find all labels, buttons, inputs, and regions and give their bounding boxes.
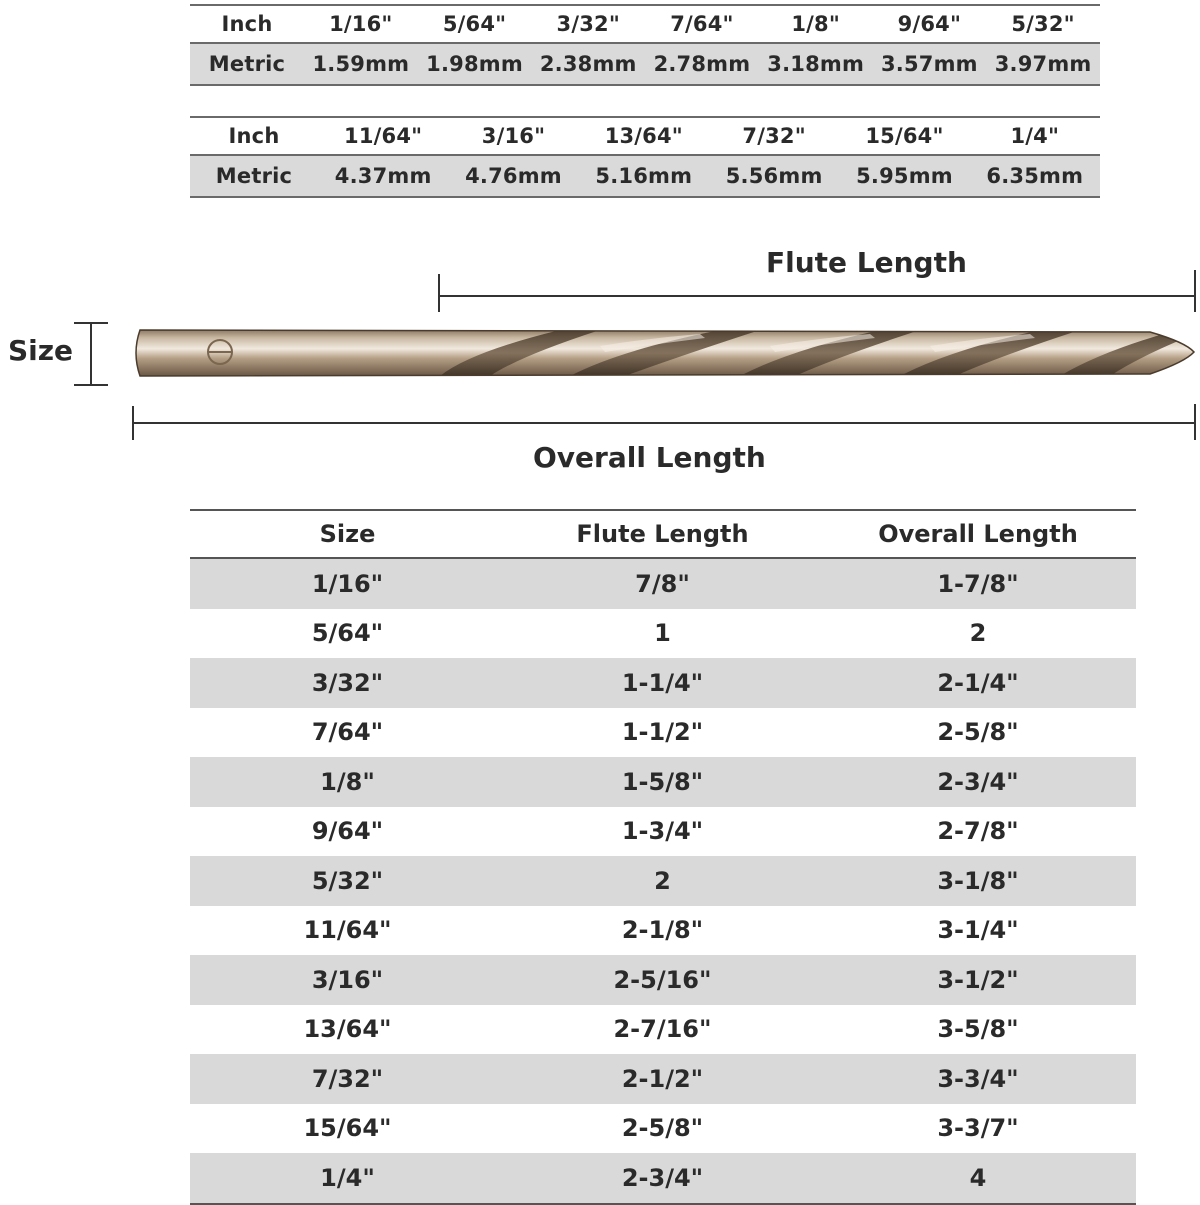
flute-length-cell: 2-5/8": [505, 1104, 820, 1154]
inch-cell: 1/16": [304, 5, 418, 43]
flute-length-cell: 1-1/4": [505, 658, 820, 708]
size-cell: 13/64": [190, 1005, 505, 1055]
drill-bit: [130, 326, 1200, 380]
flute-length-cell: 2-7/16": [505, 1005, 820, 1055]
overall-length-label: Overall Length: [533, 441, 766, 474]
table-row: [190, 856, 1136, 906]
flute-length-cell: 7/8": [505, 558, 820, 609]
table-row: [190, 757, 1136, 807]
flute-length-cell: 1-1/2": [505, 708, 820, 758]
metric-cell: 2.78mm: [645, 43, 759, 85]
flute-length-cell: 2-5/16": [505, 955, 820, 1005]
table-row: [190, 1005, 1136, 1055]
metric-cell: 5.56mm: [709, 155, 839, 197]
overall-length-cell: 3-3/7": [820, 1104, 1136, 1154]
size-cell: 7/64": [190, 708, 505, 758]
inch-cell: 13/64": [579, 117, 709, 155]
flute-length-cell: 1-3/4": [505, 807, 820, 857]
size-cell: 1/4": [190, 1153, 505, 1204]
metric-cell: 2.38mm: [531, 43, 645, 85]
metric-cell: 5.95mm: [839, 155, 969, 197]
metric-cell: 5.16mm: [579, 155, 709, 197]
size-cell: 11/64": [190, 906, 505, 956]
inch-row: [190, 117, 1100, 155]
overall-length-cell: 3-1/2": [820, 955, 1136, 1005]
metric-cell: 3.97mm: [986, 43, 1100, 85]
overall-length-cell: 4: [820, 1153, 1136, 1204]
inch-cell: 1/8": [759, 5, 873, 43]
metric-cell: 1.98mm: [418, 43, 532, 85]
flute-length-cell: 2: [505, 856, 820, 906]
metric-cell: 3.18mm: [759, 43, 873, 85]
overall-length-cell: 3-1/4": [820, 906, 1136, 956]
metric-row-label: Metric: [190, 155, 318, 197]
conversion-table-1: [190, 4, 1100, 86]
size-cell: 3/16": [190, 955, 505, 1005]
inch-cell: 3/16": [448, 117, 578, 155]
metric-cell: 1.59mm: [304, 43, 418, 85]
flute-length-cell: 2-1/8": [505, 906, 820, 956]
inch-cell: 7/32": [709, 117, 839, 155]
inch-cell: 9/64": [873, 5, 987, 43]
metric-cell: 4.76mm: [448, 155, 578, 197]
flute-length-cell: 1-5/8": [505, 757, 820, 807]
size-dimension: [74, 323, 108, 385]
table-row: [190, 1104, 1136, 1154]
table-row: [190, 708, 1136, 758]
column-header-flute-length: Flute Length: [505, 510, 820, 558]
overall-length-cell: 1-7/8": [820, 558, 1136, 609]
size-label: Size: [8, 334, 74, 367]
inch-cell: 1/4": [970, 117, 1100, 155]
drill-spec-table: [190, 509, 1136, 1205]
table-row: [190, 906, 1136, 956]
flute-length-cell: 2-3/4": [505, 1153, 820, 1204]
table-row: [190, 1054, 1136, 1104]
inch-cell: 15/64": [839, 117, 969, 155]
size-cell: 9/64": [190, 807, 505, 857]
flute-length-cell: 2-1/2": [505, 1054, 820, 1104]
overall-length-cell: 3-5/8": [820, 1005, 1136, 1055]
metric-row: [190, 43, 1100, 85]
table-row: [190, 558, 1136, 609]
size-cell: 7/32": [190, 1054, 505, 1104]
inch-row: [190, 5, 1100, 43]
overall-length-cell: 3-1/8": [820, 856, 1136, 906]
metric-row: [190, 155, 1100, 197]
flute-length-cell: 1: [505, 609, 820, 659]
overall-length-cell: 2-1/4": [820, 658, 1136, 708]
column-header-size: Size: [190, 510, 505, 558]
overall-length-cell: 2-5/8": [820, 708, 1136, 758]
inch-cell: 5/32": [986, 5, 1100, 43]
table-row: [190, 807, 1136, 857]
size-cell: 3/32": [190, 658, 505, 708]
drill-bit-diagram: [0, 260, 1200, 445]
size-cell: 1/16": [190, 558, 505, 609]
metric-cell: 4.37mm: [318, 155, 448, 197]
size-cell: 1/8": [190, 757, 505, 807]
overall-length-cell: 2-7/8": [820, 807, 1136, 857]
overall-length-cell: 2-3/4": [820, 757, 1136, 807]
inch-cell: 5/64": [418, 5, 532, 43]
conversion-table-2: [190, 116, 1100, 198]
inch-cell: 11/64": [318, 117, 448, 155]
inch-row-label: Inch: [190, 5, 304, 43]
table-row: [190, 1153, 1136, 1204]
table-row: [190, 609, 1136, 659]
overall-length-cell: 3-3/4": [820, 1054, 1136, 1104]
size-cell: 15/64": [190, 1104, 505, 1154]
inch-cell: 7/64": [645, 5, 759, 43]
column-header-overall-length: Overall Length: [820, 510, 1136, 558]
table-header-row: [190, 510, 1136, 558]
metric-cell: 6.35mm: [970, 155, 1100, 197]
metric-cell: 3.57mm: [873, 43, 987, 85]
size-cell: 5/64": [190, 609, 505, 659]
overall-length-cell: 2: [820, 609, 1136, 659]
table-row: [190, 955, 1136, 1005]
overall-length-dimension: [133, 404, 1195, 440]
flute-length-label: Flute Length: [766, 246, 967, 279]
metric-row-label: Metric: [190, 43, 304, 85]
flute-length-dimension: [439, 270, 1195, 312]
size-cell: 5/32": [190, 856, 505, 906]
table-row: [190, 658, 1136, 708]
inch-cell: 3/32": [531, 5, 645, 43]
inch-row-label: Inch: [190, 117, 318, 155]
